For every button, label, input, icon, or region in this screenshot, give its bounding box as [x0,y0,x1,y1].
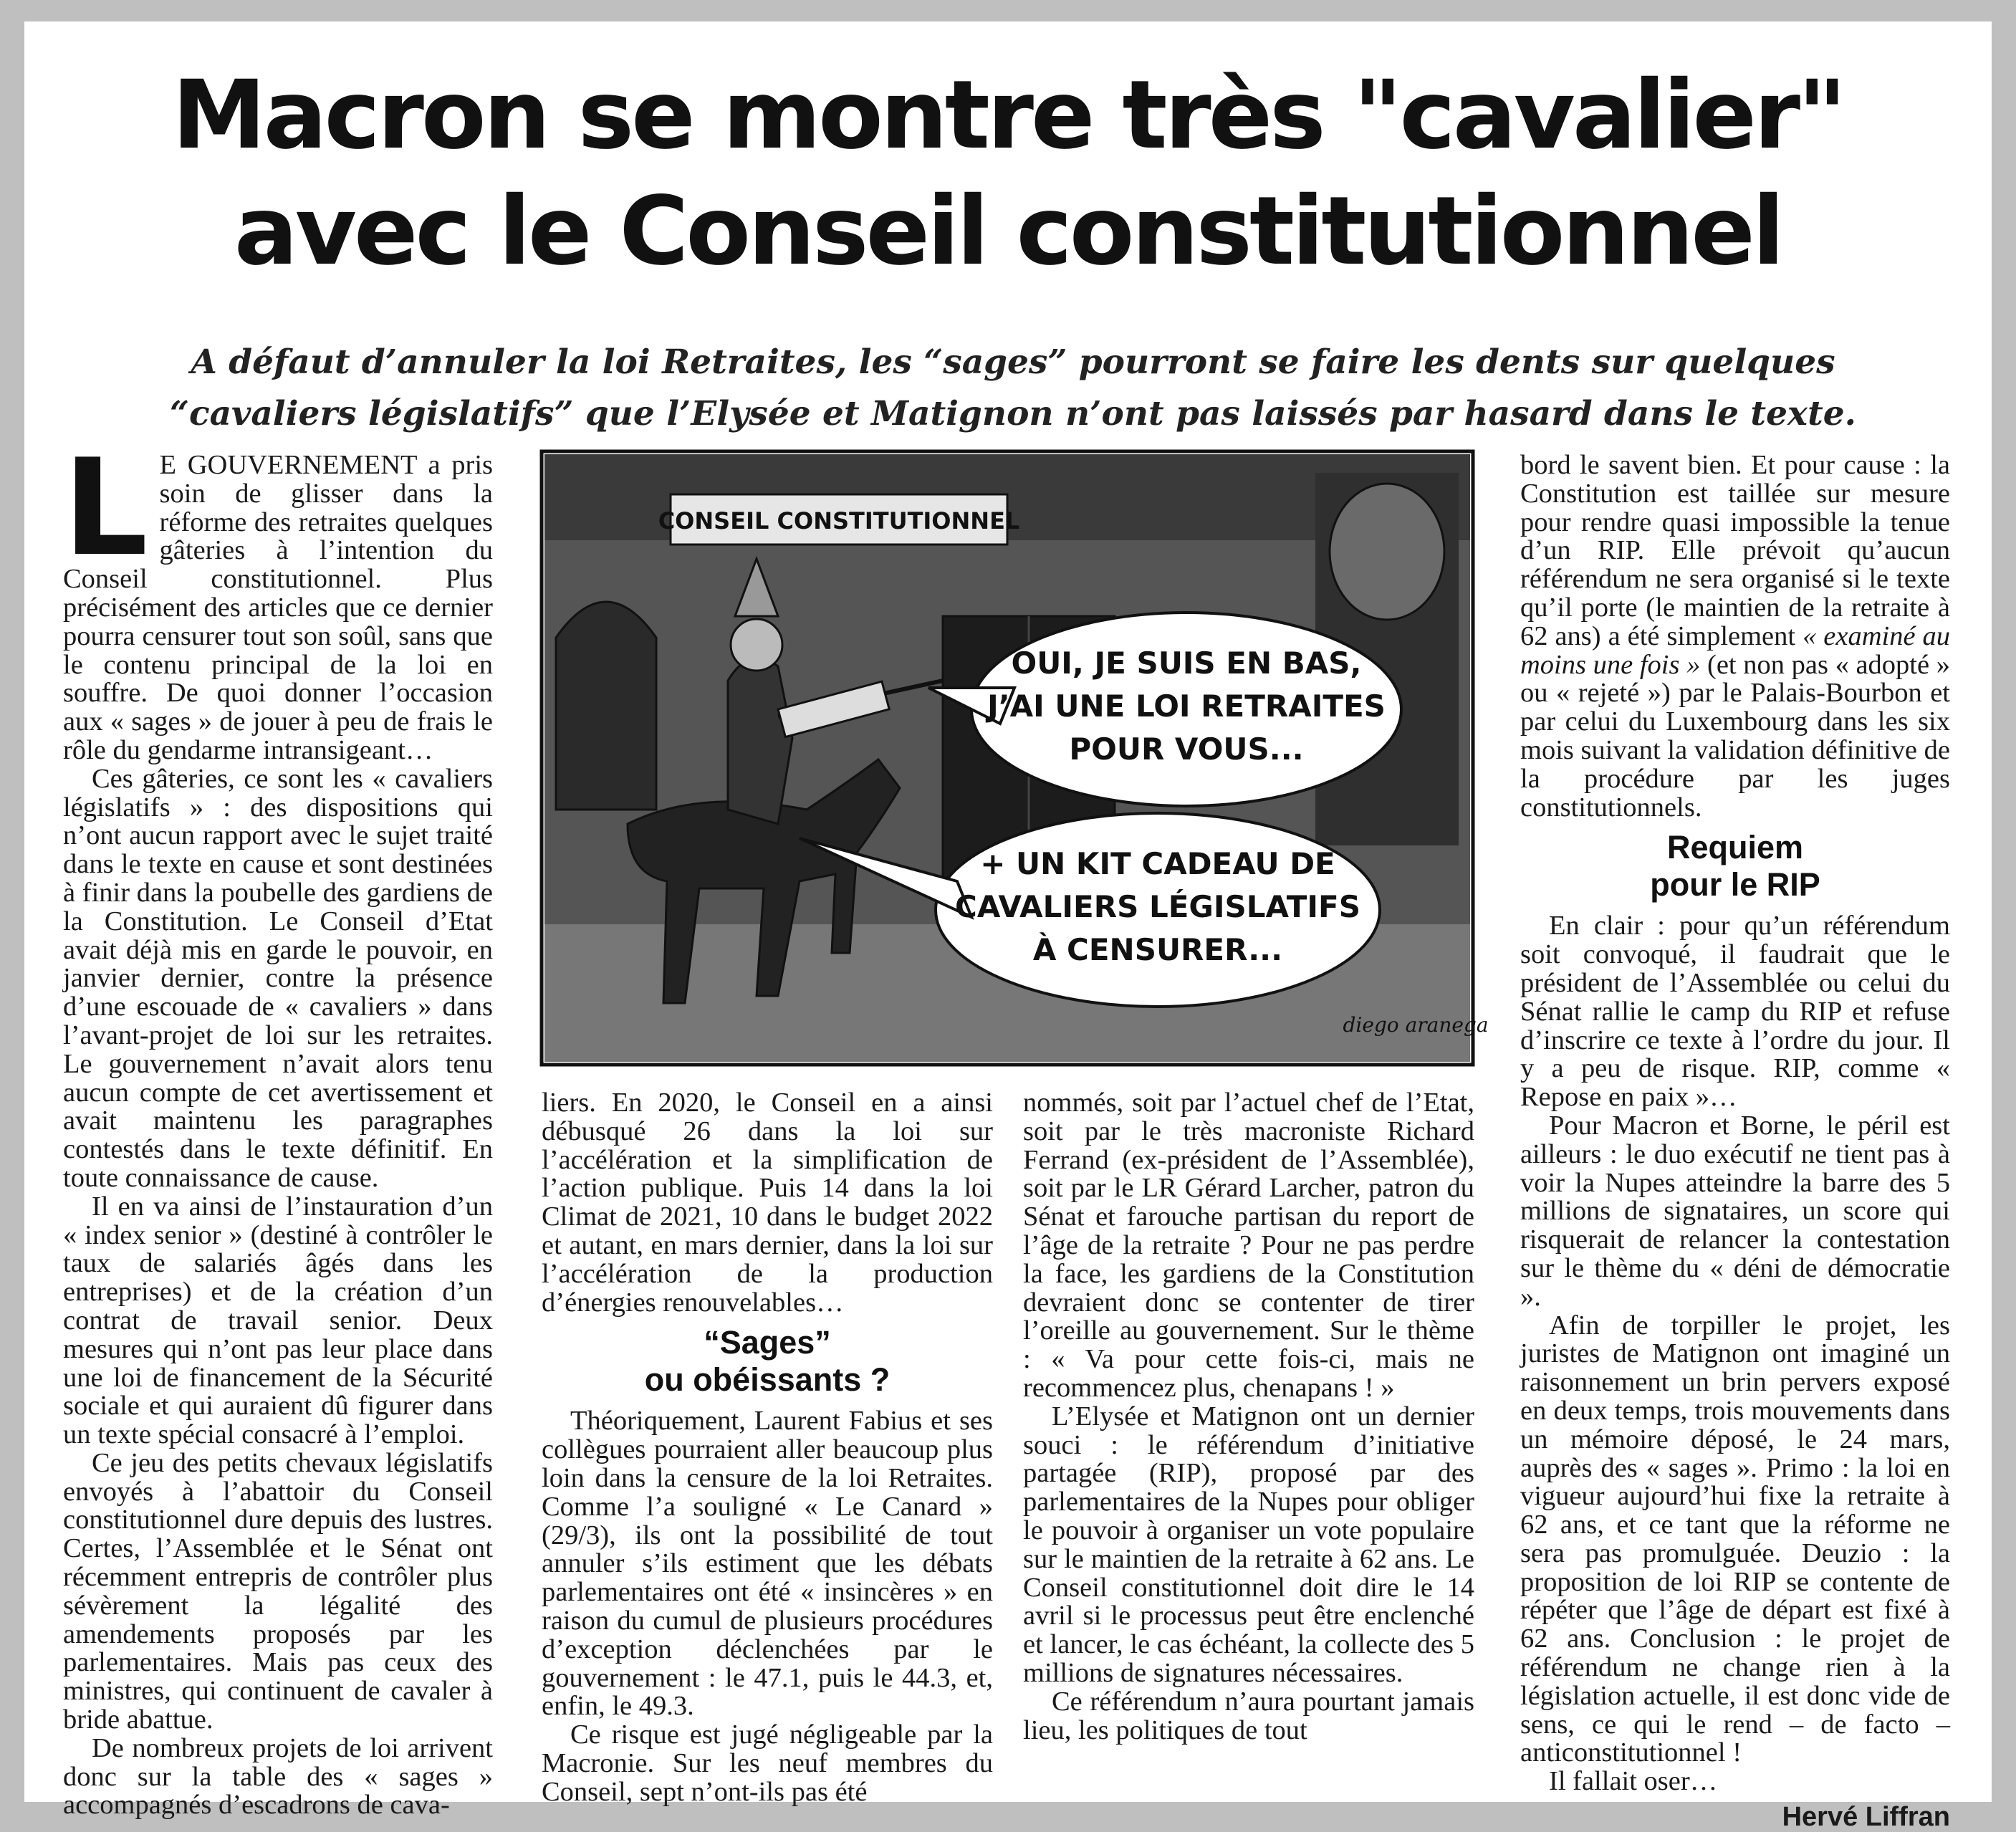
subheading-line: ou obéissants ? [644,1361,891,1399]
paragraph: Pour Macron et Borne, le péril est ailleurs : le duo exécutif ne tient pas à voir la Nupes atteindre la barre des 5 millions de signataires, un score qui risquerait de relancer la contestation sur le thème du « déni de démocratie ». [1520,1110,1950,1312]
paragraph-text: bord le savent bien. Et pour cause : la Constitution est taillée sur mesure pour rendre quasi impossible la tenue d’un RIP. Elle prévoit qu’aucun référendum ne sera organisé si le texte qu’il porte (le maintien de la retraite à 62 ans) a été simplement [1520,450,1950,651]
author-byline: Hervé Liffran [1782,1802,1950,1832]
article-column-1 [63,430,493,1821]
paragraph: Il fallait oser… [1549,1766,1718,1797]
speech-bubble-2-line-2: CAVALIERS LÉGISLATIFS [955,889,1360,924]
artist-signature: diego aranega [1343,1013,1489,1037]
paragraph-text: (et non pas « adopté » ou « rejeté ») par le Palais-Bourbon et par celui du Luxembourg dans les six mois suivant la validation définitive de la procédure par les juges constitutionnels. [1520,649,1950,823]
paragraph: Afin de torpiller le projet, les juristes de Matignon ont imaginé un raisonnement un brin pervers exposé en deux temps, trois mouvements dans un mémoire déposé, le 24 mars, auprès des « sages ». Primo : la loi en vigueur aujourd’hui fixe la retraite à 62 ans, et ce tant que la réforme ne sera pas promulguée. Deuzio : la proposition de loi RIP se contente de répéter que l’âge de départ est fixé à 62 ans. Conclusion : le projet de référendum ne change rien à la législation actuelle, il est donc vide de sens, ce qui le rend – de facto – anticonstitutionnel ! [1520,1310,1950,1768]
cartoon-illustration [542,451,1489,1065]
speech-bubble-2-line-1: + UN KIT CADEAU DE [980,846,1335,881]
paragraph: Ce jeu des petits chevaux législatifs envoyés à l’abattoir du Conseil constitutionnel dure depuis des lustres. Certes, l’Assemblée et le Sénat ont récemment entrepris de contrôler plus sévèrement la légalité des amendements proposés par les parlementaires. Mais pas ceux des ministres, qui continuent de cavaler à bride abattue. [63,1447,493,1735]
paragraph: Ce référendum n’aura pourtant jamais lieu, les politiques de tout [1023,1686,1474,1745]
paragraph-text: E GOUVERNEMENT a pris soin de glisser dans la réforme des retraites quelques gâteries à l’intention du Conseil constitutionnel. Plus précisément des articles que ce dernier pourra censurer tout son soûl, sans que le contenu principal de la loi en souffre. De quoi donner l’occasion aux « sages » de jouer à peu de frais le rôle du gendarme intransigeant… [63,450,493,765]
subheading-line: “Sages” [704,1324,831,1361]
cartoon-sign: CONSEIL CONSTITUTIONNEL [658,507,1020,534]
paragraph: Ce risque est jugé négligeable par la Macronie. Sur les neuf membres du Conseil, sept n’ont-ils pas été [542,1720,993,1807]
paragraph [63,430,493,765]
paragraph [1520,451,1950,822]
paragraph: L’Elysée et Matignon ont un dernier souci : le référendum d’initiative partagée (RIP), proposé par des parlementaires de la Nupes pour obliger le pouvoir à organiser un vote populaire sur le maintien de la retraite à 62 ans. Le Conseil constitutionnel doit dire le 14 avril si le processus peut être enclenché et lancer, le cas échéant, la collecte des 5 millions de signatures nécessaires. [1023,1401,1474,1688]
article-column-3 [1023,1089,1474,1777]
speech-bubble-1-line-1: OUI, JE SUIS EN BAS, [1011,646,1362,681]
speech-bubble-1-line-2: J’AI UNE LOI RETRAITES [987,689,1386,724]
subheading-sages [542,1324,993,1399]
speech-bubble-1-line-3: POUR VOUS... [1069,732,1304,767]
article-column-2 [542,1088,993,1807]
drop-cap: L [63,430,148,585]
quote-emphasis: « examiné au moins une fois » [1520,620,1951,680]
cartoon-drawing [542,451,1489,1065]
article-column-4 [1520,450,1951,1832]
paragraph: De nombreux projets de loi arrivent donc sur la table des « sages » accompagnés d’escadrons de cava- [63,1732,493,1821]
subheading-requiem [1520,829,1950,903]
paragraph: En clair : pour qu’un référendum soit convoqué, il faudrait que le président de l’Assemblée ou celui du Sénat rallie le camp du RIP et refuse d’inscrire ce texte à l’ordre du jour. Il y a peu de risque. RIP, comme « Repose en paix »… [1520,911,1950,1113]
subheading-line: pour le RIP [1650,866,1820,903]
subheading-line: Requiem [1666,829,1804,866]
headline [24,57,1992,289]
paragraph: liers. En 2020, le Conseil en a ainsi débusqué 26 dans la loi sur l’accélération et la simplification de l’action publique. Puis 14 dans la loi Climat de 2021, 10 dans le budget 2022 et autant, en mars dernier, dans la loi sur l’accélération de la production d’énergies renouvelables… [542,1088,993,1318]
paragraph: nommés, soit par l’actuel chef de l’Etat, soit par le très macroniste Richard Ferrand (ex-président de l’Assemblée), soit par le LR Gérard Larcher, patron du Sénat et farouche partisan du report de l’âge de la retraite ? Pour ne pas perdre la face, les gardiens de la Constitution devraient donc se contenter de tirer l’oreille au gouvernement. Sur le thème : « Va pour cette fois-ci, mais ne recommencez plus, chenapans ! » [1023,1088,1474,1403]
headline-line-1: Macron se montre très "cavalier" [172,60,1844,171]
speech-bubble-2-line-3: À CENSURER... [1032,932,1283,967]
paragraph: Théoriquement, Laurent Fabius et ses collègues pourraient aller beaucoup plus loin dans la censure de la loi Retraites. Comme l’a souligné « Le Canard » (29/3), ils ont la possibilité de tout annuler s’ils estiment que les débats parlementaires ont été « insincères » en raison du cumul de plusieurs procédures d’exception déclenchées par le gouvernement : le 47.1, puis le 44.3, et, enfin, le 49.3. [542,1406,993,1722]
headline-line-2: avec le Conseil constitutionnel [234,176,1782,287]
paragraph: Ces gâteries, ce sont les « cavaliers législatifs » : des dispositions qui n’ont aucun rapport avec le sujet traité dans le texte en cause et sont destinées à finir dans la poubelle des gardiens de la Constitution. Le Conseil d’Etat avait déjà mis en garde le pouvoir, en janvier dernier, contre la présence d’une escouade de « cavaliers » dans l’avant-projet de loi sur les retraites. Le gouvernement n’avait alors tenu aucun compte de cet avertissement et avait maintenu les paragraphes contestés dans le texte définitif. En toute connaissance de cause. [63,763,493,1193]
paragraph: Il en va ainsi de l’instauration d’un « index senior » (destiné à contrôler le taux de salariés âgés dans les entreprises) et de la création d’un contrat de travail senior. Deux mesures qui n’ont pas leur place dans une loi de financement de la Sécurité sociale et qui auraient dû figurer dans un texte spécial consacré à l’emploi. [63,1191,493,1450]
newspaper-page [24,21,1992,1832]
standfirst: A défaut d’annuler la loi Retraites, les “sages” pourront se faire les dents sur quelques “cavaliers législatifs” que l’Elysée et Matignon n’ont pas laissés par hasard dans le texte. [169,342,1857,433]
